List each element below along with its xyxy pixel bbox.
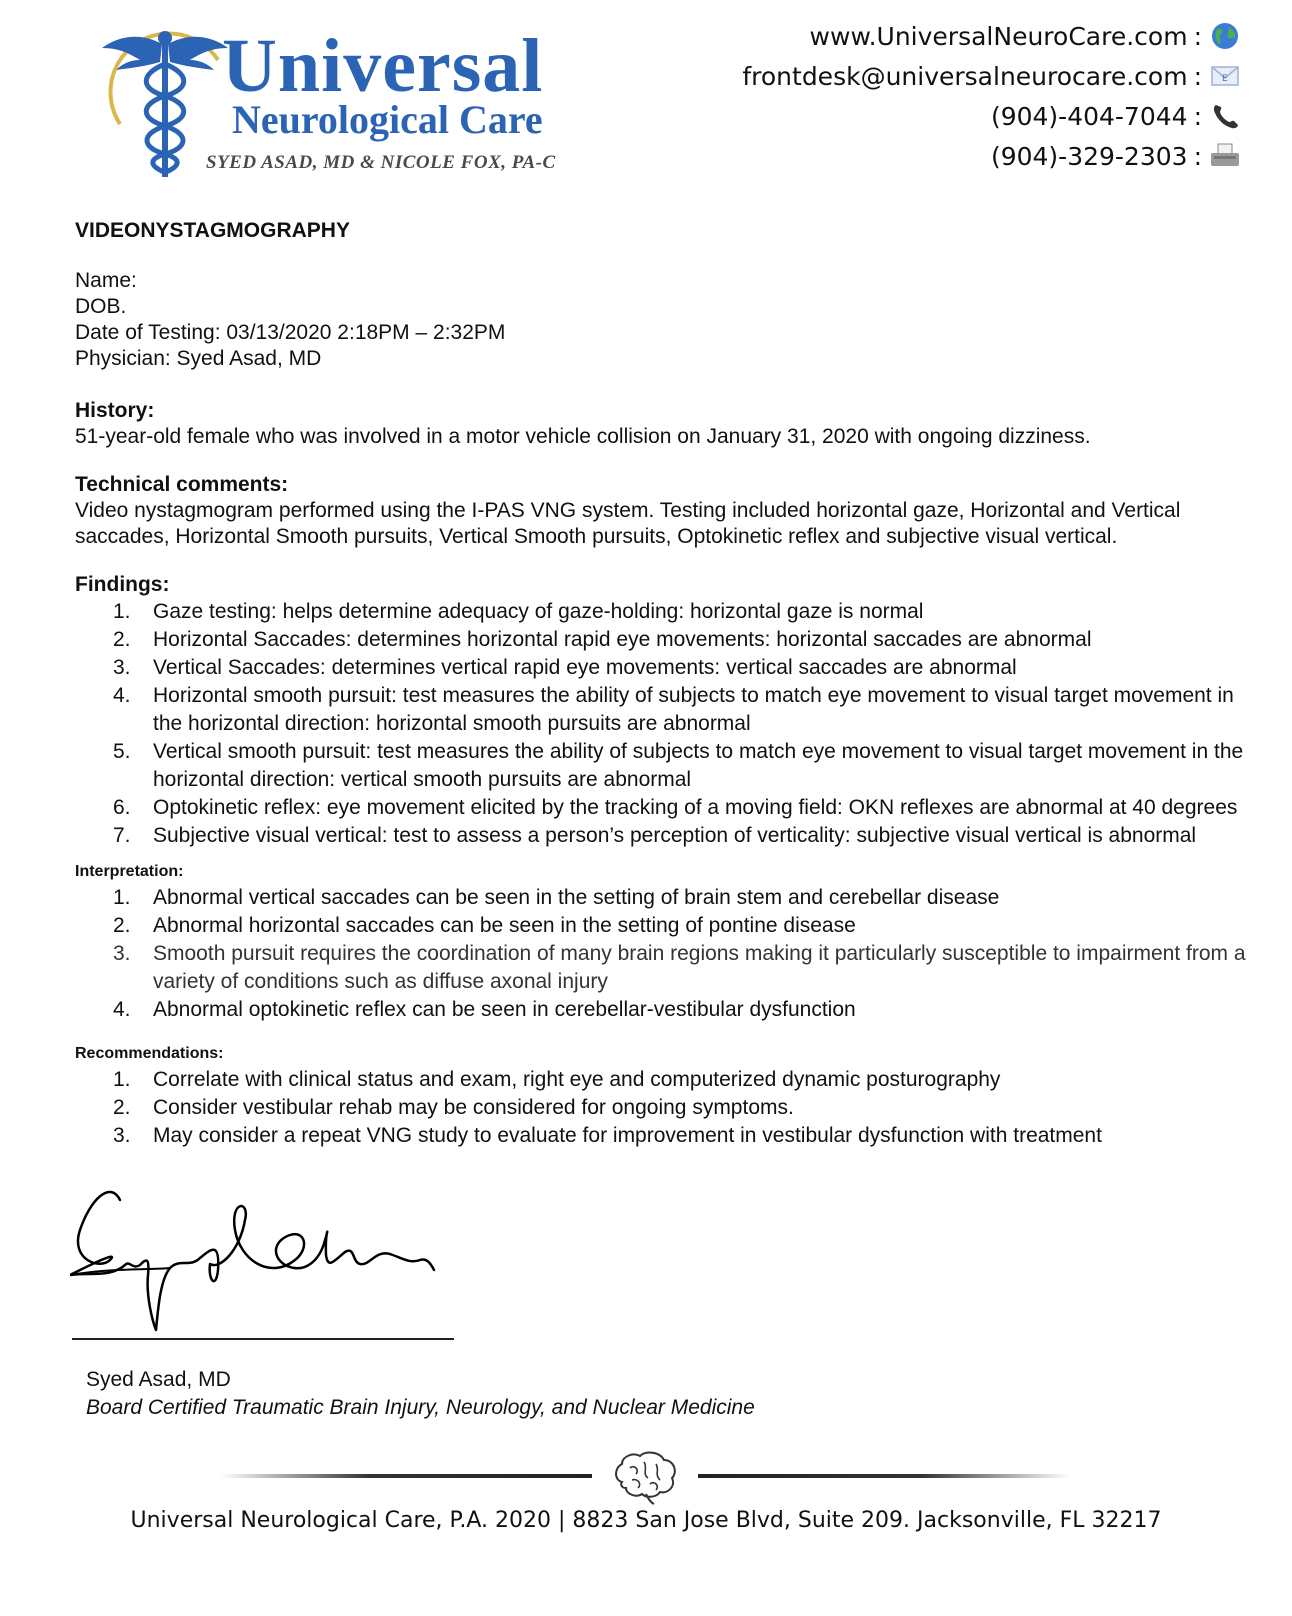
signer-name: Syed Asad, MD [86,1368,231,1391]
list-item: 3. Smooth pursuit requires the coordination of many brain regions making it particularly susceptible to impairment from a variety of conditions such as diffuse axonal injury [113,942,1246,993]
globe-icon [1208,21,1242,51]
svg-text:E: E [1222,74,1228,84]
email-icon [1208,61,1242,91]
list-item: 3. Vertical Saccades: determines vertical rapid eye movements: vertical saccades are abnormal [113,656,1017,679]
interpretation-heading: Interpretation: [75,863,184,880]
signature-line [72,1338,454,1340]
recommendations-list [75,1066,1255,1150]
list-item: 7. Subjective visual vertical: test to assess a person’s perception of verticality: subjective visual vertical is abnormal [113,824,1197,847]
recommendations-heading: Recommendations: [75,1045,224,1062]
list-item: 4. Abnormal optokinetic reflex can be seen in cerebellar-vestibular dysfunction [113,998,856,1021]
contact-fax[interactable]: (904)-329-2303 : [742,136,1242,176]
logo [100,14,570,184]
list-item: 6. Optokinetic reflex: eye movement elicited by the tracking of a moving field: OKN reflexes are abnormal at 40 degrees [113,796,1238,819]
footer-rule-right [698,1474,1070,1478]
technical-heading: Technical comments: [75,473,289,496]
history-heading: History: [75,399,155,422]
list-item: 3. May consider a repeat VNG study to evaluate for improvement in vestibular dysfunction with treatment [113,1124,1102,1147]
patient-info [75,268,1255,372]
list-item: 1. Correlate with clinical status and exam, right eye and computerized dynamic posturography [113,1068,1001,1091]
footer-rule-left [220,1474,592,1478]
technical-text: Video nystagmogram performed using the I-PAS VNG system. Testing included horizontal gaze, Horizontal and Vertical saccades, Horizontal Smooth pursuits, Vertical Smooth pursuits, Optokinetic reflex and subjective visual vertical. [75,499,1181,548]
email-link[interactable]: frontdesk@universalneurocare.com [742,61,1188,91]
report-title: VIDEONYSTAGMOGRAPHY [75,219,350,242]
physician: Physician: Syed Asad, MD [75,347,322,370]
contact-website[interactable]: www.UniversalNeuroCare.com : [742,16,1242,56]
logo-subtitle: Neurological Care [232,97,543,142]
fax-number[interactable]: (904)-329-2303 [990,141,1188,171]
findings-heading: Findings: [75,573,170,596]
website-link[interactable]: www.UniversalNeuroCare.com [809,21,1188,51]
list-item: 1. Abnormal vertical saccades can be seen in the setting of brain stem and cerebellar disease [113,886,1000,909]
list-item: 5. Vertical smooth pursuit: test measures the ability of subjects to match eye movement to visual target movement in the horizontal direction: vertical smooth pursuits are abnormal [113,740,1244,791]
signer-credentials: Board Certified Traumatic Brain Injury, Neurology, and Nuclear Medicine [86,1396,755,1419]
contact-phone[interactable]: (904)-404-7044 : [742,96,1242,136]
report-body [75,218,1255,1160]
patient-dob: DOB. [75,295,127,318]
list-item: 2. Horizontal Saccades: determines horizontal rapid eye movements: horizontal saccades are abnormal [113,628,1092,651]
signer-block [86,1366,755,1422]
signature-image [70,1180,470,1340]
phone-icon [1208,101,1242,131]
phone-number[interactable]: (904)-404-7044 [990,101,1188,131]
date-of-testing: Date of Testing: 03/13/2020 2:18PM – 2:32PM [75,321,506,344]
fax-icon [1208,141,1242,171]
brain-icon [610,1448,680,1506]
contact-email[interactable]: frontdesk@universalneurocare.com : E [742,56,1242,96]
logo-title: Universal [222,24,544,108]
list-item: 2. Consider vestibular rehab may be considered for ongoing symptoms. [113,1096,794,1119]
list-item: 1. Gaze testing: helps determine adequacy of gaze-holding: horizontal gaze is normal [113,600,924,623]
footer-address: Universal Neurological Care, P.A. 2020 | 8823 San Jose Blvd, Suite 209. Jacksonville, FL 32217 [130,1508,1162,1533]
interpretation-list [75,884,1255,1024]
history-text: 51-year-old female who was involved in a motor vehicle collision on January 31, 2020 with ongoing dizziness. [75,425,1091,448]
logo-doctors: SYED ASAD, MD & NICOLE FOX, PA-C [206,152,556,173]
patient-name: Name: [75,269,137,292]
list-item: 4. Horizontal smooth pursuit: test measures the ability of subjects to match eye movement to visual target movement in the horizontal direction: horizontal smooth pursuits are abnormal [113,684,1234,735]
contact-block [742,16,1242,176]
list-item: 2. Abnormal horizontal saccades can be seen in the setting of pontine disease [113,914,856,937]
findings-list [75,598,1255,850]
